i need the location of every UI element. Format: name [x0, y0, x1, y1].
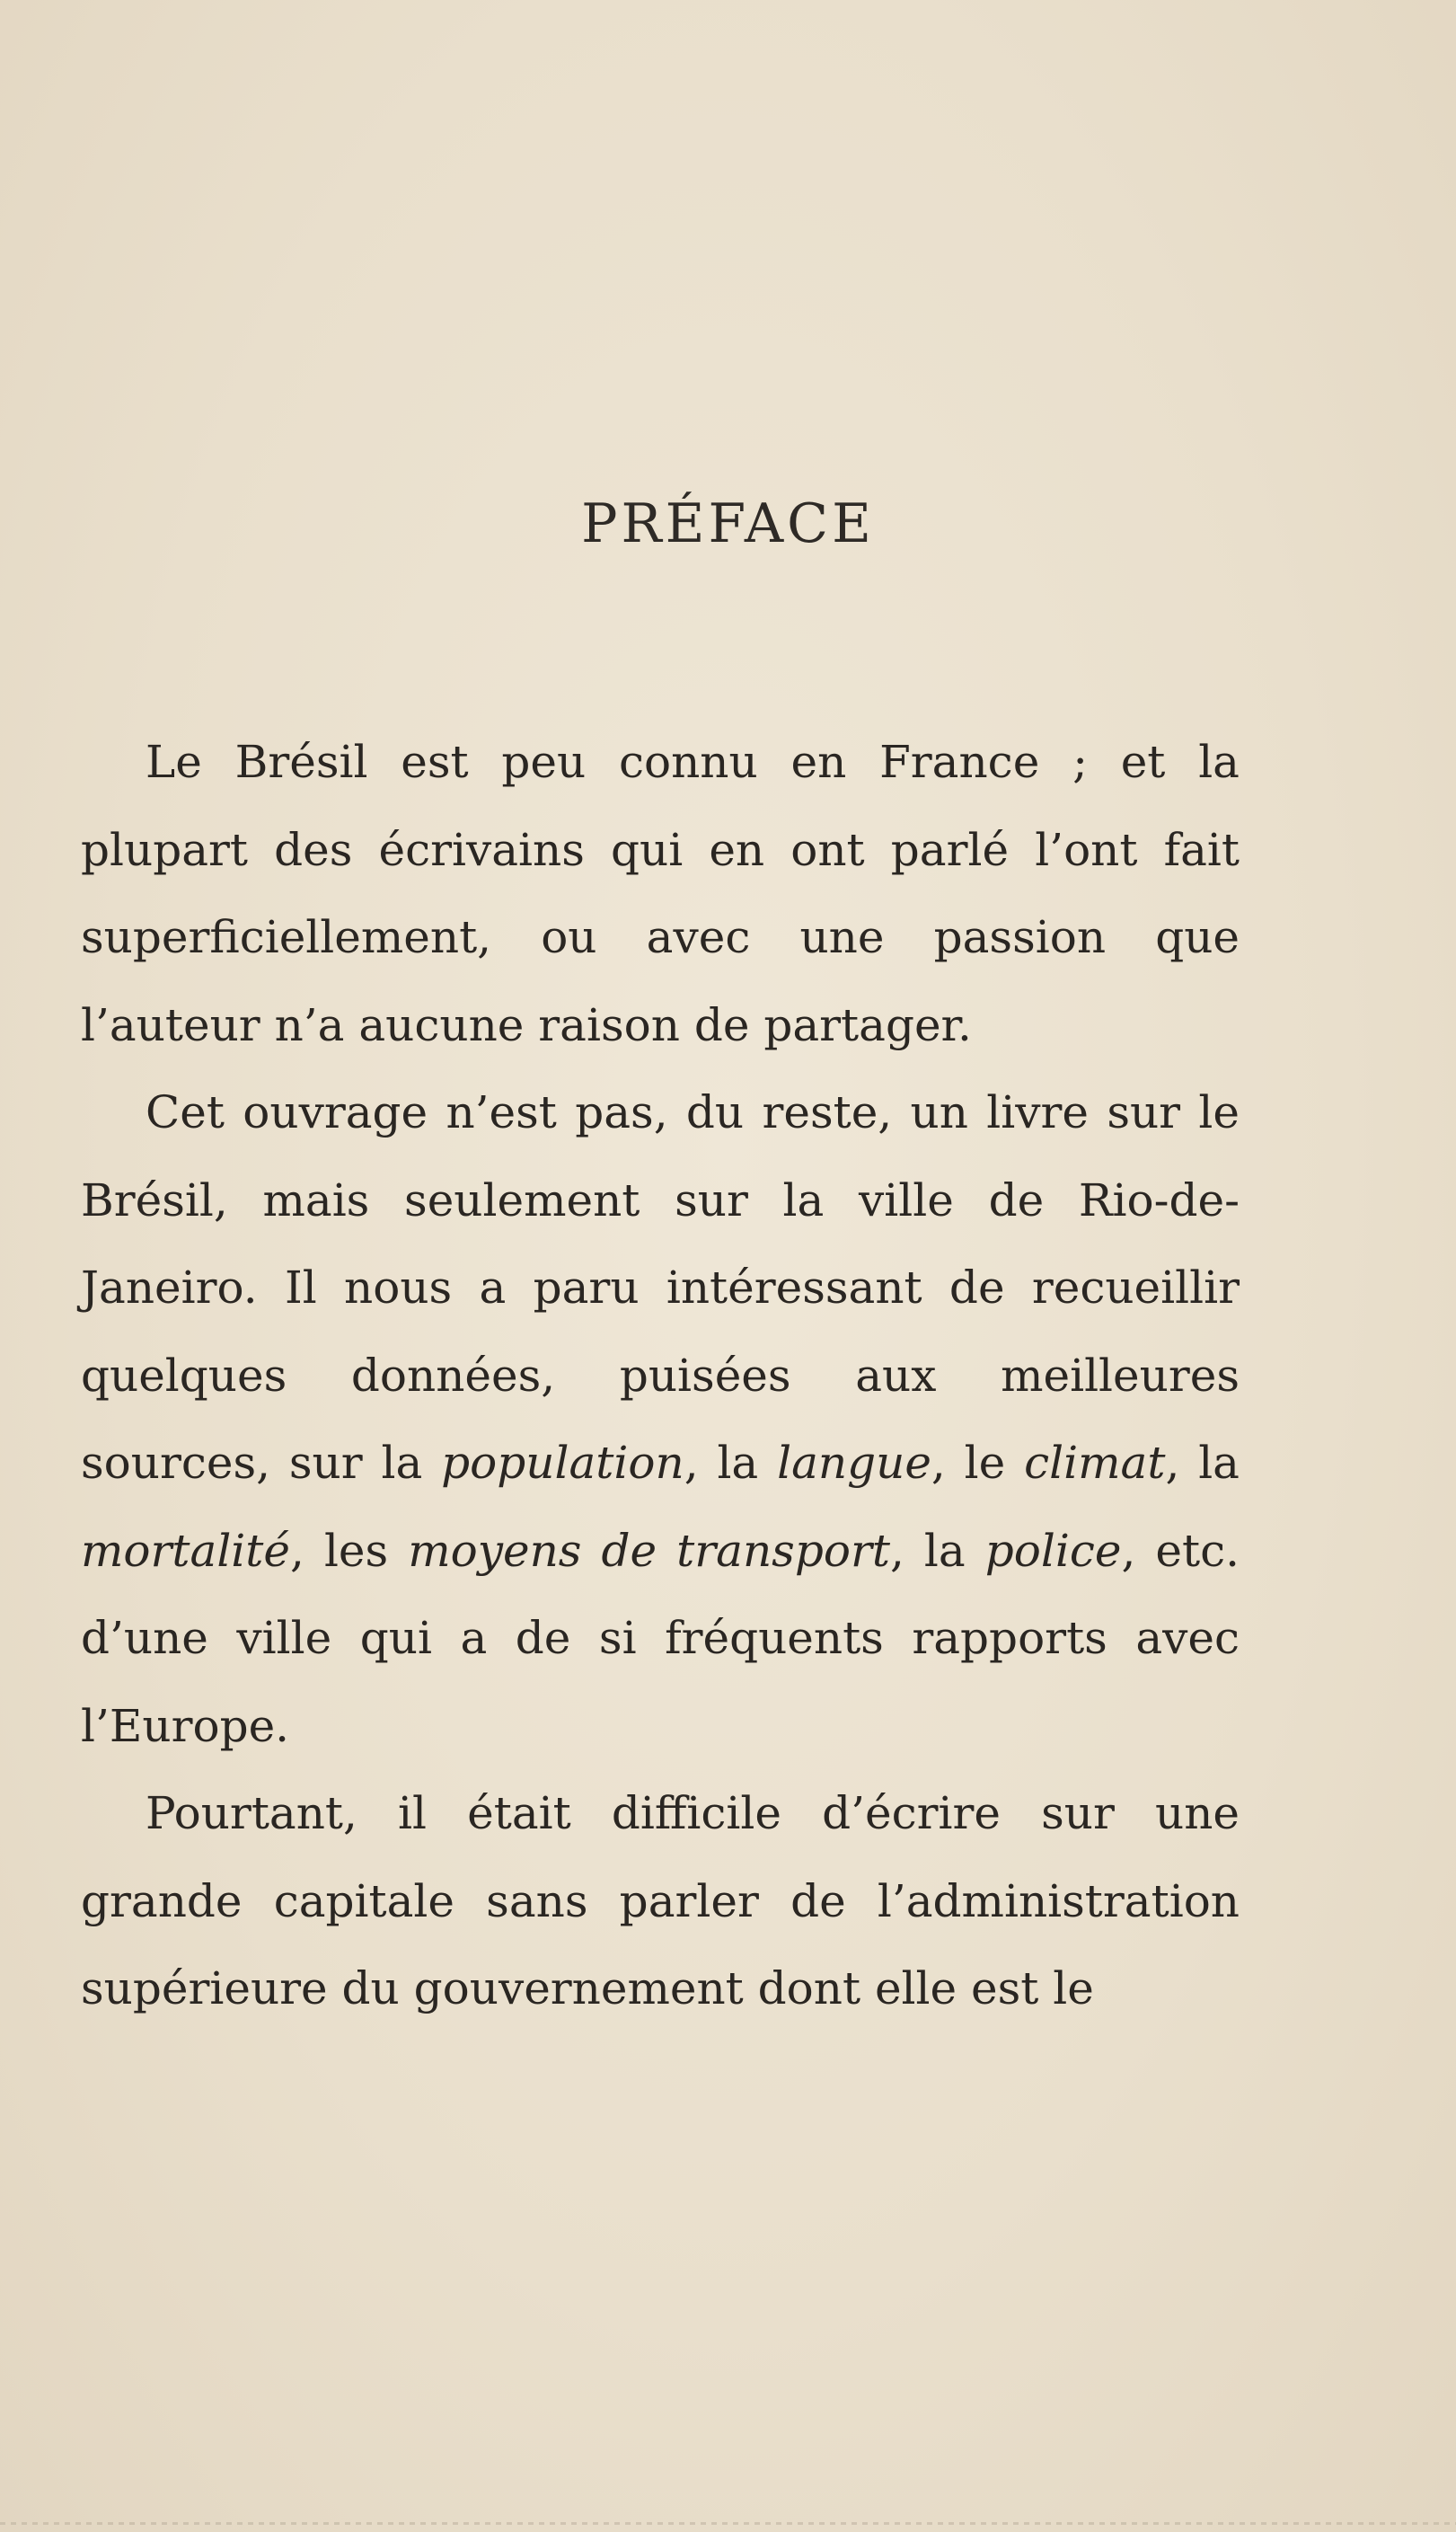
- preface-body: [81, 719, 1240, 2033]
- emphasis-langue: langue: [777, 1437, 931, 1489]
- paragraph-2-text-6: , la: [889, 1524, 985, 1577]
- paragraph-1: Le Brésil est peu connu en France ; et la plupart des écrivains qui en ont parlé l’ont fait superficiellement, ou avec une passion que l’auteur n’a aucune raison de partager.: [81, 736, 1240, 1051]
- paragraph-2-text-7: , etc. d’une ville qui a de si fréquents rapports avec l’Europe.: [81, 1524, 1240, 1752]
- emphasis-mortalite: mortalité: [81, 1524, 290, 1577]
- page-bottom-edge: [0, 2522, 1456, 2525]
- emphasis-police: police: [984, 1524, 1122, 1577]
- paragraph-2-text-2: , la: [684, 1437, 778, 1489]
- paragraph-3: Pourtant, il était difficile d’écrire sur une grande capitale sans parler de l’administration supérieure du gouvernement dont elle est le: [81, 1787, 1240, 2014]
- emphasis-moyens-de-transport: moyens de transport: [408, 1524, 890, 1577]
- emphasis-climat: climat: [1024, 1437, 1166, 1489]
- paragraph-2-text-5: , les: [289, 1524, 409, 1577]
- paragraph-2-text-1: Cet ouvrage n’est pas, du reste, un livre sur le Brésil, mais seulement sur la ville de Rio-de-Janeiro. Il nous a paru intéressant de recueillir quelques données, puisées aux meilleures sources, sur la: [81, 1086, 1240, 1489]
- paragraph-2-text-3: , le: [931, 1437, 1025, 1489]
- emphasis-population: population: [441, 1437, 684, 1489]
- paragraph-2-text-4: , la: [1165, 1437, 1240, 1489]
- paragraph-2: [81, 1069, 1240, 1770]
- page-title: PRÉFACE: [581, 492, 875, 555]
